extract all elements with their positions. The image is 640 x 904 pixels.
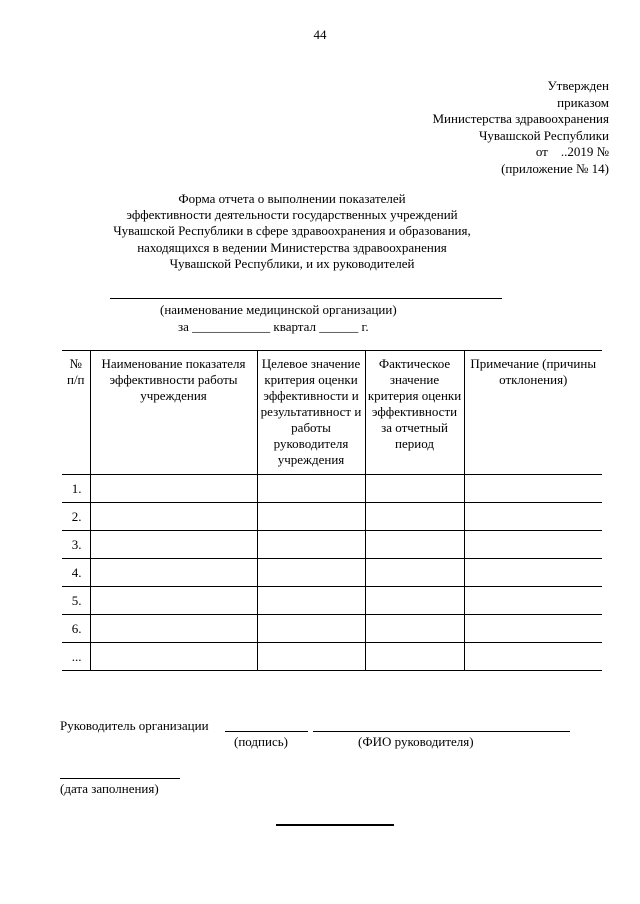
form-title-line: Форма отчета о выполнении показателей xyxy=(178,191,406,206)
organization-caption: (наименование медицинской организации) xyxy=(160,302,397,317)
approval-line: от ..2019 № xyxy=(535,144,609,160)
row-number: 2. xyxy=(62,503,90,531)
cell-note[interactable] xyxy=(464,531,602,559)
report-table xyxy=(62,350,602,671)
form-title-line: Чувашской Республики, и их руководителей xyxy=(169,255,415,271)
signature-label: Руководитель организации xyxy=(60,718,209,733)
table-row xyxy=(62,643,602,671)
header-number: № п/п xyxy=(62,351,90,475)
signature-line[interactable] xyxy=(225,731,308,732)
cell-indicator[interactable] xyxy=(90,587,257,615)
cell-indicator[interactable] xyxy=(90,531,257,559)
cell-target[interactable] xyxy=(257,643,365,671)
cell-indicator[interactable] xyxy=(90,559,257,587)
year-blank[interactable]: ______ xyxy=(319,319,359,334)
form-title-line: эффективности деятельности государственных учреждений xyxy=(126,207,458,223)
header-note: Примечание (причины отклонения) xyxy=(464,351,602,475)
table-row xyxy=(62,503,602,531)
approval-line: (приложение № 14) xyxy=(501,160,609,176)
page-number: 44 xyxy=(313,27,327,42)
header-actual-value: Фактическое значение критерия оценки эффективности за отчетный период xyxy=(365,351,464,475)
approval-line: приказом xyxy=(557,94,609,110)
cell-target[interactable] xyxy=(257,475,365,503)
cell-actual[interactable] xyxy=(365,559,464,587)
table-row xyxy=(62,587,602,615)
cell-note[interactable] xyxy=(464,475,602,503)
manager-name-caption: (ФИО руководителя) xyxy=(358,734,474,749)
period-blank[interactable]: ____________ xyxy=(192,319,271,334)
cell-indicator[interactable] xyxy=(90,503,257,531)
cell-target[interactable] xyxy=(257,615,365,643)
cell-target[interactable] xyxy=(257,503,365,531)
cell-note[interactable] xyxy=(464,587,602,615)
cell-actual[interactable] xyxy=(365,475,464,503)
table-row xyxy=(62,531,602,559)
table-row xyxy=(62,615,602,643)
signature-caption: (подпись) xyxy=(234,734,288,749)
cell-indicator[interactable] xyxy=(90,475,257,503)
cell-actual[interactable] xyxy=(365,615,464,643)
cell-actual[interactable] xyxy=(365,643,464,671)
row-number: 5. xyxy=(62,587,90,615)
approval-block xyxy=(433,78,610,178)
approval-line: Утвержден xyxy=(547,78,609,93)
cell-target[interactable] xyxy=(257,531,365,559)
period-quarter: квартал xyxy=(273,319,316,334)
cell-target[interactable] xyxy=(257,587,365,615)
table-header-row xyxy=(62,351,602,475)
cell-note[interactable] xyxy=(464,643,602,671)
form-title-line: находящихся в ведении Министерства здравоохранения xyxy=(137,239,447,255)
cell-indicator[interactable] xyxy=(90,643,257,671)
period-prefix: за xyxy=(178,319,189,334)
date-line[interactable] xyxy=(60,778,180,779)
row-number: 3. xyxy=(62,531,90,559)
row-number: ... xyxy=(62,643,90,671)
cell-actual[interactable] xyxy=(365,531,464,559)
organization-name-line[interactable] xyxy=(110,298,502,299)
cell-note[interactable] xyxy=(464,559,602,587)
date-caption: (дата заполнения) xyxy=(60,781,159,796)
approval-line: Чувашской Республики xyxy=(478,127,609,143)
cell-indicator[interactable] xyxy=(90,615,257,643)
table-row xyxy=(62,475,602,503)
form-title-line: Чувашской Республики в сфере здравоохранения и образования, xyxy=(113,223,471,239)
header-target-value: Целевое значение критерия оценки эффективности и результативност и работы руководителя учреждения xyxy=(257,351,365,475)
approval-line: Министерства здравоохранения xyxy=(432,111,609,127)
header-indicator-name: Наименование показателя эффективности работы учреждения xyxy=(90,351,257,475)
cell-target[interactable] xyxy=(257,559,365,587)
row-number: 4. xyxy=(62,559,90,587)
row-number: 6. xyxy=(62,615,90,643)
cell-note[interactable] xyxy=(464,503,602,531)
end-divider xyxy=(276,824,394,826)
cell-actual[interactable] xyxy=(365,587,464,615)
manager-name-line[interactable] xyxy=(313,731,570,732)
year-suffix: г. xyxy=(361,319,369,334)
table-row xyxy=(62,559,602,587)
cell-note[interactable] xyxy=(464,615,602,643)
row-number: 1. xyxy=(62,475,90,503)
cell-actual[interactable] xyxy=(365,503,464,531)
period-line xyxy=(178,319,369,335)
form-title xyxy=(80,191,504,272)
